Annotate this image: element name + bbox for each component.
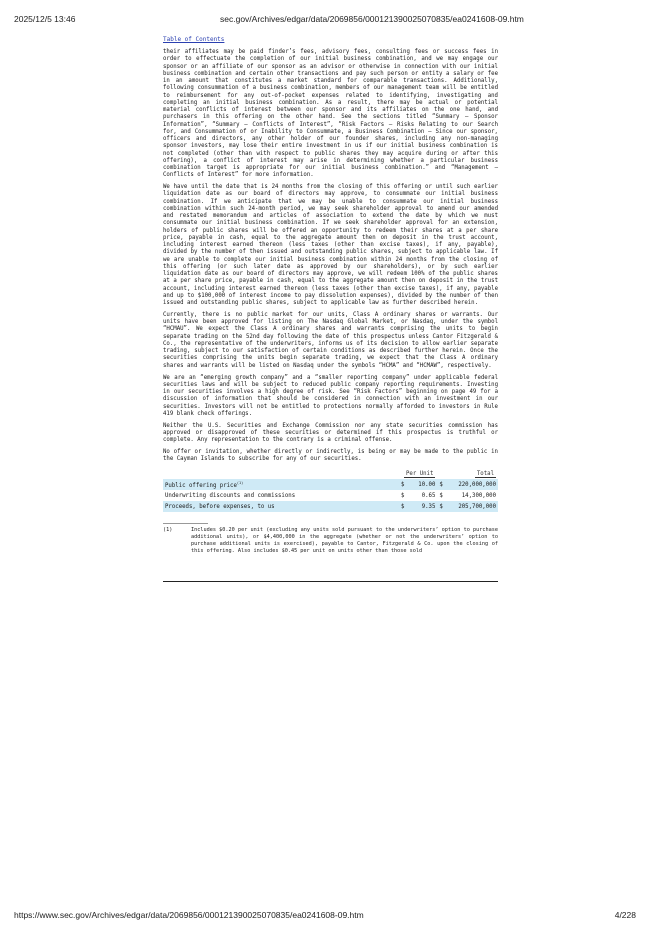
page-end-divider [163, 581, 498, 582]
print-datetime: 2025/12/5 13:46 [14, 14, 76, 24]
offering-table-header [163, 469, 498, 479]
paragraph-conflicts: their affiliates may be paid finder’s fees, advisory fees, consulting fees or success fees in order to effectuate the completion of our initial business combination, and we may engage our sponsor or an affiliate of our sponsor as an advisor or otherwise in connection with our initial business combination and certain other transactions and pay such person or entity a salary or fee in an amount that constitutes a market standard for comparable transactions. Additionally, following consummation of a business combination, members of our management team will be entitled to reimbursement for any out-of-pocket expenses related to identifying, investigating and completing an initial business combination. As a result, there may be actual or potential material conflicts of interest between our sponsor and its affiliates on the one hand, and purchasers in this offering on the other hand. See the sections titled “Summary — Sponsor Information”, “Summary — Conflicts of Interest”, “Risk Factors — Risks Relating to our Search for, and Consummation of or Inability to Consummate, a Business Combination — Since our sponsor, officers and directors, any other holder of our founder shares, including any non-managing sponsor investors, may lose their entire investment in us if our initial business combination is not completed (other than with respect to public shares they may acquire during or after this offering), a conflict of interest may arise in determining whether a particular business combination target is appropriate for our initial business combination.” and “Management — Conflicts of Interest” for more information. [163, 49, 498, 179]
total-value: 14,300,000 [461, 492, 496, 499]
per-unit-value: 9.35 [409, 501, 437, 512]
total-value: 220,000,000 [447, 479, 498, 490]
print-header [0, 14, 662, 26]
row-label: Proceeds, before expenses, to us [163, 501, 399, 512]
page-number: 4/228 [614, 910, 636, 920]
row-label: Public offering price$^{(1)}$ [163, 479, 399, 490]
per-unit-header: Per Unit [406, 471, 434, 478]
paragraph-emerging-growth: We are an “emerging growth company” and a “smaller reporting company” under applicable federal securities laws and will be subject to reduced public company reporting requirements. Investing in our securities involves a high degree of risk. See “Risk Factors” beginning on page 49 for a discussion of information that should be considered in connection with an investment in our securities. Investors will not be entitled to protections normally afforded to investors in Rule 419 blank check offerings. [163, 374, 498, 417]
paragraph-sec-disclaimer: Neither the U.S. Securities and Exchange Commission nor any state securities commission has approved or disapproved of these securities or determined if this prospectus is truthful or complete. Any representation to the contrary is a criminal offense. [163, 422, 498, 444]
print-footer [0, 910, 662, 922]
footnote [163, 527, 498, 554]
table-row: Proceeds, before expenses, to us $ 9.35 $ 205,700,000 [163, 501, 498, 512]
paragraph-cayman: No offer or invitation, whether directly or indirectly, is being or may be made to the public in the Cayman Islands to subscribe for any of our securities. [163, 448, 498, 463]
table-of-contents-link[interactable]: Table of Contents [163, 36, 225, 43]
footnote-number: (1) [163, 527, 173, 534]
paragraph-deadline: We have until the date that is 24 months from the closing of this offering or until such earlier liquidation date as our board of directors may approve, to consummate our initial business combination. If we anticipate that we may be unable to consummate our initial business combination within such 24-month period, we may seek shareholder approval to amend our amended and restated memorandum and articles of association to extend the date by which we must consummate our initial business combination. If we seek shareholder approval for an extension, holders of public shares will be offered an opportunity to redeem their shares at a per share price, payable in cash, equal to the aggregate amount then on deposit in the trust account, including interest earned thereon (less taxes (other than excise taxes), if any, payable), divided by the number of then issued and outstanding public shares, subject to applicable law. If we are unable to complete our initial business combination within 24 months from the closing of this offering (or such later date as approved by our shareholders), or by such earlier liquidation date as our board of directors may approve, we will redeem 100% of the public shares at a per share price, payable in cash, equal to the aggregate amount then on deposit in the trust account, including interest earned thereon (less taxes (other than excise taxes), if any, payable and up to $100,000 of interest income to pay dissolution expenses), divided by the number of then issued and outstanding public shares, subject to applicable law as further described herein. [163, 184, 498, 307]
per-unit-value: 0.65 [421, 492, 436, 499]
table-row: Public offering price$^{(1)}$ $ 10.00 $ 220,000,000 [165, 481, 496, 489]
print-footer-url: https://www.sec.gov/Archives/edgar/data/2069856/000121390025070835/ea0241608-09.htm [14, 910, 364, 920]
total-header: Total [476, 471, 494, 478]
document-page [163, 36, 498, 582]
offering-table [163, 469, 498, 512]
footnote-divider [163, 523, 208, 524]
row-label: Underwriting discounts and commissions [165, 492, 296, 499]
paragraph-listing: Currently, there is no public market for our units, Class A ordinary shares or warrants. Our units have been approved for listing on The Nasdaq Global Market, or Nasdaq, under the symbol “HCMAU”. We expect the Class A ordinary shares and warrants comprising the units to begin separate trading on the 52nd day following the date of this prospectus unless Cantor Fitzgerald & Co., the representative of the underwriters, informs us of its decision to allow earlier separate trading, subject to our satisfaction of certain conditions as described further herein. Once the securities comprising the units begin separate trading, we expect that the Class A ordinary shares and warrants will be listed on Nasdaq under the symbols “HCMA” and “HCMAW”, respectively. [163, 311, 498, 369]
footnote-ref: (1) [236, 481, 244, 486]
footnote-text: Includes $0.20 per unit (excluding any units sold pursuant to the underwriters’ option to purchase additional units), or $4,400,000 in the aggregate (whether or not the underwriters’ option to purchase additional units is exercised), payable to Cantor, Fitzgerald & Co. upon the closing of this offering. Also includes $0.45 per unit on units other than those sold [191, 527, 498, 554]
total-value: 205,700,000 [447, 501, 498, 512]
per-unit-value: 10.00 [409, 479, 437, 490]
table-row: Underwriting discounts and commissions $ 0.65 $ 14,300,000 [163, 490, 498, 501]
print-header-url: sec.gov/Archives/edgar/data/2069856/000121390025070835/ea0241608-09.htm [220, 14, 524, 24]
